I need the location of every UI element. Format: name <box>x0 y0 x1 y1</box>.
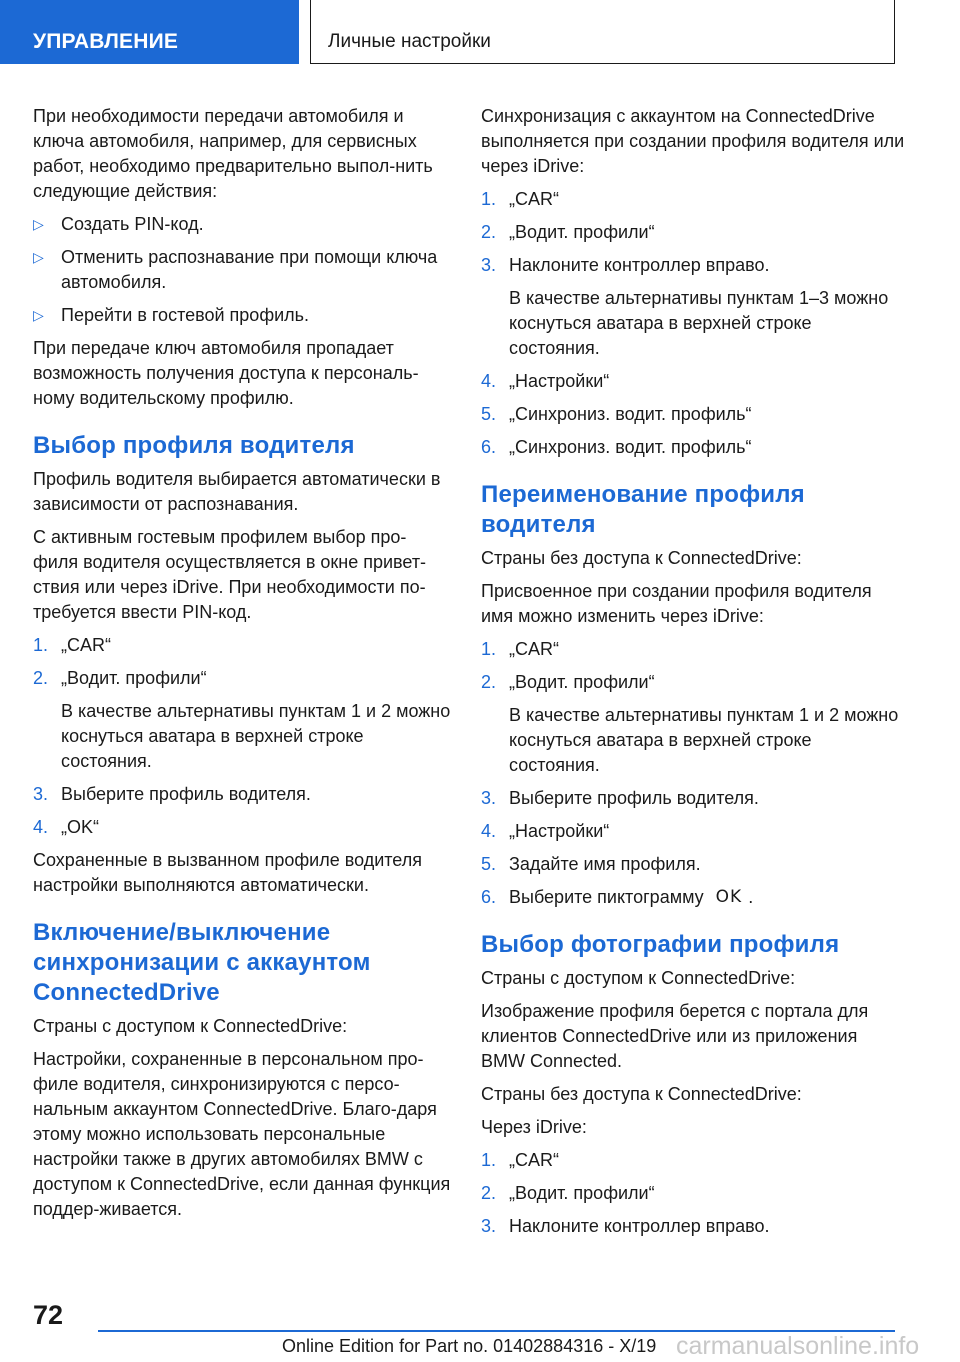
section-heading: Переименование профиля водителя <box>481 481 805 538</box>
step-number: 6. <box>481 437 497 457</box>
list-item <box>33 212 451 237</box>
step-number: 3. <box>481 788 497 808</box>
step-number: 4. <box>481 821 497 841</box>
paragraph: Через iDrive: <box>481 1117 587 1137</box>
section-heading: Включение/выключение синхронизации с аккаунтом ConnectedDrive <box>33 919 371 1006</box>
chapter-title: Личные настройки <box>328 31 491 52</box>
step-text: „Настройки“ <box>509 371 610 391</box>
edition-text: Online Edition for Part no. 01402884316 - X/19 <box>282 1336 657 1356</box>
step-number: 1. <box>481 189 497 209</box>
step-item <box>33 666 451 691</box>
paragraph: Страны без доступа к ConnectedDrive: <box>481 1084 802 1104</box>
step-item <box>481 187 906 212</box>
step-text: Наклоните контроллер вправо. <box>509 255 770 275</box>
step-item <box>481 369 906 394</box>
step-text: „Синхрониз. водит. профиль“ <box>509 437 752 457</box>
step-text: „Синхрониз. водит. профиль“ <box>509 404 752 424</box>
paragraph: Страны без доступа к ConnectedDrive: <box>481 548 802 568</box>
right-column <box>481 104 906 1247</box>
paragraph: С активным гостевым профилем выбор про-филя водителя осуществляется в окне привет-ствия или через iDrive. При необходимости по-требуется ввести PIN-код. <box>33 527 427 622</box>
ok-icon: OK <box>715 887 743 907</box>
step-text: „CAR“ <box>509 639 559 659</box>
paragraph: Изображение профиля берется с портала для клиентов ConnectedDrive или из приложения BMW Connected. <box>481 1001 869 1071</box>
step-item <box>481 1181 906 1206</box>
step-item <box>481 435 906 460</box>
step-number: 2. <box>481 672 497 692</box>
step-text: „Настройки“ <box>509 821 610 841</box>
triangle-bullet-icon: ▷ <box>33 216 44 232</box>
paragraph: Сохраненные в вызванном профиле водителя настройки выполняются автоматически. <box>33 850 422 895</box>
step-item <box>481 253 906 278</box>
step-number: 2. <box>33 668 49 688</box>
step-number: 1. <box>481 1150 497 1170</box>
step-number: 1. <box>33 635 49 655</box>
step-number: 2. <box>481 222 497 242</box>
step-text: Выберите профиль водителя. <box>509 788 759 808</box>
step-item <box>33 815 451 840</box>
list-item-text: Перейти в гостевой профиль. <box>61 305 310 325</box>
page-number: 72 <box>33 1300 64 1330</box>
section-title: УПРАВЛЕНИЕ <box>33 30 179 53</box>
step-item <box>481 852 906 877</box>
step-note: В качестве альтернативы пунктам 1 и 2 можно коснуться аватара в верхней строке состояния. <box>61 701 451 771</box>
step-number: 5. <box>481 404 497 424</box>
step-text: Наклоните контроллер вправо. <box>509 1216 770 1236</box>
step-number: 3. <box>33 784 49 804</box>
list-item-text: Создать PIN-код. <box>61 214 204 234</box>
paragraph: Присвоенное при создании профиля водителя имя можно изменить через iDrive: <box>481 581 872 626</box>
step-item <box>481 819 906 844</box>
step-number: 3. <box>481 1216 497 1236</box>
step-item <box>481 1148 906 1173</box>
step-text: „OK“ <box>61 817 99 837</box>
watermark: carmanualsonline.info <box>676 1332 920 1360</box>
step-text: Выберите профиль водителя. <box>61 784 311 804</box>
step-text-main: Выберите пиктограмму <box>509 887 704 907</box>
step-text: „Водит. профили“ <box>509 222 655 242</box>
step-number: 5. <box>481 854 497 874</box>
section-heading: Выбор профиля водителя <box>33 432 355 459</box>
step-item <box>33 633 451 658</box>
left-column <box>33 104 451 1230</box>
paragraph: При передаче ключ автомобиля пропадает возможность получения доступа к персональ-ному водительскому профилю. <box>33 338 419 408</box>
list-item-text: Отменить распознавание при помощи ключа автомобиля. <box>61 247 438 292</box>
step-note: В качестве альтернативы пунктам 1 и 2 можно коснуться аватара в верхней строке состояния. <box>509 705 899 775</box>
step-number: 1. <box>481 639 497 659</box>
step-text: „Водит. профили“ <box>509 672 655 692</box>
step-item <box>481 786 906 811</box>
step-note: В качестве альтернативы пунктам 1–3 можно коснуться аватара в верхней строке состояния. <box>509 288 889 358</box>
section-heading: Выбор фотографии профиля <box>481 931 840 958</box>
list-item <box>33 245 451 295</box>
step-text: „CAR“ <box>61 635 111 655</box>
step-item <box>481 637 906 662</box>
step-item <box>481 402 906 427</box>
intro-paragraph: Синхронизация с аккаунтом на ConnectedDrive выполняется при создании профиля водителя или через iDrive: <box>481 106 905 176</box>
step-item <box>481 885 906 910</box>
step-item <box>33 782 451 807</box>
triangle-bullet-icon: ▷ <box>33 249 44 265</box>
step-text-end: . <box>748 887 754 907</box>
intro-paragraph: При необходимости передачи автомобиля и ключа автомобиля, например, для сервисных работ, необходимо предварительно выпол-нить следующие действия: <box>33 106 433 201</box>
paragraph: Профиль водителя выбирается автоматически в зависимости от распознавания. <box>33 469 441 514</box>
step-text <box>509 885 753 910</box>
step-text: Задайте имя профиля. <box>509 854 701 874</box>
chapter-header <box>310 0 895 64</box>
step-item <box>481 220 906 245</box>
paragraph: Страны с доступом к ConnectedDrive: <box>33 1016 348 1036</box>
step-text: „CAR“ <box>509 189 559 209</box>
step-item <box>481 1214 906 1239</box>
step-item <box>481 670 906 695</box>
paragraph: Страны с доступом к ConnectedDrive: <box>481 968 796 988</box>
step-text: „Водит. профили“ <box>61 668 207 688</box>
step-number: 6. <box>481 887 497 907</box>
section-tab <box>0 0 299 64</box>
step-number: 3. <box>481 255 497 275</box>
step-text: „Водит. профили“ <box>509 1183 655 1203</box>
triangle-bullet-icon: ▷ <box>33 307 44 323</box>
list-item <box>33 303 451 328</box>
step-text: „CAR“ <box>509 1150 559 1170</box>
paragraph: Настройки, сохраненные в персональном про-филе водителя, синхронизируются с персо-нальным аккаунтом ConnectedDrive. Благо-даря этому можно использовать персональные настройки также в других автомобилях BMW с доступом к ConnectedDrive, если данная функция поддер-живается. <box>33 1049 451 1219</box>
step-number: 2. <box>481 1183 497 1203</box>
step-number: 4. <box>33 817 49 837</box>
step-number: 4. <box>481 371 497 391</box>
